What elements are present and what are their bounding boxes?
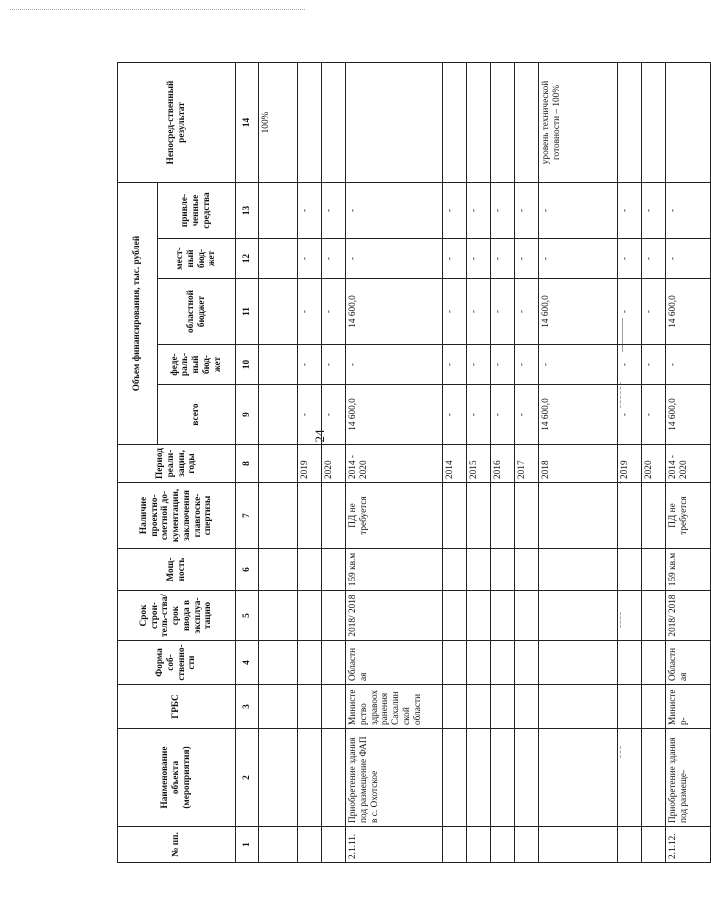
header-period: Период реали-зации, годы	[118, 445, 236, 483]
cell-term	[515, 591, 539, 641]
cell-federal: -	[515, 345, 539, 385]
cell-attracted: -	[346, 182, 443, 238]
cell-period	[259, 445, 298, 483]
cell-capacity	[322, 549, 346, 591]
cell-regional: -	[322, 279, 346, 345]
cell-period: 2014 - 2020	[346, 445, 443, 483]
cell-grbs	[491, 685, 515, 729]
cell-federal: -	[491, 345, 515, 385]
cell-federal: -	[346, 345, 443, 385]
cell-attracted: -	[298, 182, 322, 238]
cell-term	[467, 591, 491, 641]
cell-total: -	[467, 385, 491, 445]
cell-documentation: ПД не требуется	[666, 483, 711, 549]
cell-num	[515, 827, 539, 863]
cell-num	[443, 827, 467, 863]
cell-name	[259, 729, 298, 827]
cell-total: 14 600,0	[346, 385, 443, 445]
cell-num	[259, 827, 298, 863]
cell-ownership: Областная	[666, 641, 711, 685]
scan-artifact-line	[10, 9, 305, 10]
cell-ownership: Областная	[346, 641, 443, 685]
cell-documentation	[539, 483, 618, 549]
cell-federal: -	[322, 345, 346, 385]
rotated-table-wrapper	[117, 63, 689, 863]
table-row	[443, 62, 467, 862]
cell-capacity: 159 кв.м	[666, 549, 711, 591]
cell-regional: -	[618, 279, 642, 345]
cell-attracted: -	[322, 182, 346, 238]
cell-name	[539, 729, 618, 827]
cell-term	[491, 591, 515, 641]
table-row	[666, 62, 711, 862]
cell-total: 14 600,0	[539, 385, 618, 445]
cell-period: 2019	[618, 445, 642, 483]
cell-capacity	[298, 549, 322, 591]
cell-result	[322, 62, 346, 182]
column-number: 8	[236, 445, 259, 483]
cell-regional: -	[443, 279, 467, 345]
cell-local: -	[618, 239, 642, 279]
cell-capacity	[515, 549, 539, 591]
cell-ownership	[642, 641, 666, 685]
cell-result	[642, 62, 666, 182]
cell-regional: 14 600,0	[666, 279, 711, 345]
cell-result	[618, 62, 642, 182]
cell-ownership	[515, 641, 539, 685]
table-row	[298, 62, 322, 862]
table-row	[322, 62, 346, 862]
cell-period: 2017	[515, 445, 539, 483]
cell-regional	[259, 279, 298, 345]
cell-term: 2018/ 2018	[346, 591, 443, 641]
cell-capacity	[618, 549, 642, 591]
header-capacity: Мощ-ность	[118, 549, 236, 591]
cell-grbs	[515, 685, 539, 729]
cell-num: 2.1.12.	[666, 827, 711, 863]
column-number: 14	[236, 62, 259, 182]
cell-name	[298, 729, 322, 827]
cell-total: -	[443, 385, 467, 445]
header-grbs: ГРБС	[118, 685, 236, 729]
cell-term	[443, 591, 467, 641]
header-regional: областной бюджет	[158, 279, 236, 345]
cell-attracted: -	[666, 182, 711, 238]
cell-local: -	[515, 239, 539, 279]
header-federal: феде-раль-ный бюд-жет	[158, 345, 236, 385]
cell-attracted: -	[443, 182, 467, 238]
cell-ownership	[467, 641, 491, 685]
cell-attracted: -	[491, 182, 515, 238]
cell-attracted: -	[618, 182, 642, 238]
cell-num	[322, 827, 346, 863]
cell-regional: 14 600,0	[346, 279, 443, 345]
cell-num	[642, 827, 666, 863]
cell-total: 14 600,0	[666, 385, 711, 445]
cell-capacity	[642, 549, 666, 591]
cell-period: 2020	[642, 445, 666, 483]
cell-period: 2014	[443, 445, 467, 483]
cell-num	[539, 827, 618, 863]
cell-grbs	[298, 685, 322, 729]
cell-documentation	[322, 483, 346, 549]
cell-regional: 14 600,0	[539, 279, 618, 345]
table-row	[491, 62, 515, 862]
table-row	[642, 62, 666, 862]
cell-ownership	[539, 641, 618, 685]
cell-capacity	[259, 549, 298, 591]
cell-result	[298, 62, 322, 182]
cell-period: 2018	[539, 445, 618, 483]
cell-term	[322, 591, 346, 641]
cell-federal: -	[618, 345, 642, 385]
cell-total: -	[491, 385, 515, 445]
financing-table	[117, 62, 711, 863]
cell-regional: -	[491, 279, 515, 345]
cell-regional: -	[515, 279, 539, 345]
cell-result	[346, 62, 443, 182]
cell-documentation	[467, 483, 491, 549]
cell-term	[259, 591, 298, 641]
table-body	[259, 62, 711, 862]
column-number: 6	[236, 549, 259, 591]
cell-federal: -	[666, 345, 711, 385]
cell-local	[259, 239, 298, 279]
cell-result	[515, 62, 539, 182]
cell-grbs	[259, 685, 298, 729]
cell-ownership	[618, 641, 642, 685]
cell-local: -	[443, 239, 467, 279]
cell-period: 2019	[298, 445, 322, 483]
cell-name	[515, 729, 539, 827]
cell-total: -	[298, 385, 322, 445]
cell-documentation: ПД не требуется	[346, 483, 443, 549]
cell-ownership	[491, 641, 515, 685]
cell-local: -	[642, 239, 666, 279]
cell-capacity: 159 кв.м	[346, 549, 443, 591]
header-local: мест-ный бюд-жет	[158, 239, 236, 279]
cell-name: Приобретение здания под размеще-	[666, 729, 711, 827]
header-documentation: Наличие проектно-сметной до-кументации, заключения главгоске-спертизы	[118, 483, 236, 549]
cell-federal: -	[298, 345, 322, 385]
cell-term	[642, 591, 666, 641]
cell-grbs	[539, 685, 618, 729]
column-number: 13	[236, 182, 259, 238]
cell-name	[443, 729, 467, 827]
cell-federal: -	[539, 345, 618, 385]
cell-federal: -	[642, 345, 666, 385]
table-row	[539, 62, 618, 862]
cell-period: 2014 - 2020	[666, 445, 711, 483]
cell-num	[298, 827, 322, 863]
header-total: всего	[158, 385, 236, 445]
cell-federal: -	[443, 345, 467, 385]
column-number: 2	[236, 729, 259, 827]
header-term: Срок строи-тель-ства/срок ввода в эксплуа-тацию	[118, 591, 236, 641]
table-row	[618, 62, 642, 862]
table-row	[467, 62, 491, 862]
cell-attracted: -	[467, 182, 491, 238]
cell-local: -	[539, 239, 618, 279]
cell-grbs	[322, 685, 346, 729]
cell-name: Приобретение здания под размещение ФАП в с. Охотское	[346, 729, 443, 827]
cell-total: -	[515, 385, 539, 445]
cell-result: 100%	[259, 62, 298, 182]
cell-capacity	[491, 549, 515, 591]
cell-total: -	[642, 385, 666, 445]
cell-name	[618, 729, 642, 827]
cell-local: -	[491, 239, 515, 279]
cell-term: 2018/ 2018	[666, 591, 711, 641]
cell-total: -	[322, 385, 346, 445]
header-num: № пп.	[118, 827, 236, 863]
cell-documentation	[491, 483, 515, 549]
column-number: 12	[236, 239, 259, 279]
cell-regional: -	[642, 279, 666, 345]
cell-num	[618, 827, 642, 863]
cell-local: -	[467, 239, 491, 279]
table-row	[259, 62, 298, 862]
page-number: 24	[312, 429, 327, 443]
cell-name	[467, 729, 491, 827]
header-attracted: привле-ченные средства	[158, 182, 236, 238]
column-number: 11	[236, 279, 259, 345]
cell-attracted	[259, 182, 298, 238]
cell-term	[539, 591, 618, 641]
cell-grbs	[642, 685, 666, 729]
cell-grbs: Министер-	[666, 685, 711, 729]
column-number: 9	[236, 385, 259, 445]
cell-ownership	[443, 641, 467, 685]
cell-ownership	[259, 641, 298, 685]
cell-grbs	[443, 685, 467, 729]
cell-documentation	[259, 483, 298, 549]
header-financing-group: Объем финансирования, тыс. рублей	[118, 182, 158, 444]
cell-term	[618, 591, 642, 641]
column-number: 7	[236, 483, 259, 549]
cell-attracted: -	[642, 182, 666, 238]
cell-grbs	[618, 685, 642, 729]
cell-name	[322, 729, 346, 827]
cell-result: уровень технической готовности – 100%	[539, 62, 618, 182]
cell-total: -	[618, 385, 642, 445]
column-number: 3	[236, 685, 259, 729]
cell-result	[491, 62, 515, 182]
cell-period: 2016	[491, 445, 515, 483]
cell-ownership	[298, 641, 322, 685]
header-ownership: Форма соб-ственно-сти	[118, 641, 236, 685]
cell-period: 2015	[467, 445, 491, 483]
cell-documentation	[443, 483, 467, 549]
cell-result	[467, 62, 491, 182]
cell-capacity	[443, 549, 467, 591]
table-row	[515, 62, 539, 862]
cell-term	[298, 591, 322, 641]
cell-local: -	[666, 239, 711, 279]
cell-num: 2.1.11.	[346, 827, 443, 863]
cell-federal	[259, 345, 298, 385]
cell-num	[467, 827, 491, 863]
cell-name	[491, 729, 515, 827]
cell-period: 2020	[322, 445, 346, 483]
cell-regional: -	[467, 279, 491, 345]
cell-local: -	[346, 239, 443, 279]
cell-local: -	[298, 239, 322, 279]
cell-documentation	[618, 483, 642, 549]
cell-documentation	[642, 483, 666, 549]
cell-federal: -	[467, 345, 491, 385]
cell-local: -	[322, 239, 346, 279]
cell-regional: -	[298, 279, 322, 345]
column-numbers-row	[236, 62, 259, 862]
cell-capacity	[539, 549, 618, 591]
column-number: 4	[236, 641, 259, 685]
cell-capacity	[467, 549, 491, 591]
column-number: 5	[236, 591, 259, 641]
cell-result	[443, 62, 467, 182]
cell-result	[666, 62, 711, 182]
cell-num	[491, 827, 515, 863]
cell-name	[642, 729, 666, 827]
column-number: 10	[236, 345, 259, 385]
header-name: Наименование объекта (мероприятия)	[118, 729, 236, 827]
cell-documentation	[515, 483, 539, 549]
column-number: 1	[236, 827, 259, 863]
cell-ownership	[322, 641, 346, 685]
cell-total	[259, 385, 298, 445]
cell-grbs	[467, 685, 491, 729]
header-result: Непосред-ственный результат	[118, 62, 236, 182]
cell-documentation	[298, 483, 322, 549]
cell-attracted: -	[515, 182, 539, 238]
cell-grbs: Министерство здравоохранения Сахалинской области	[346, 685, 443, 729]
cell-attracted: -	[539, 182, 618, 238]
table-row	[346, 62, 443, 862]
